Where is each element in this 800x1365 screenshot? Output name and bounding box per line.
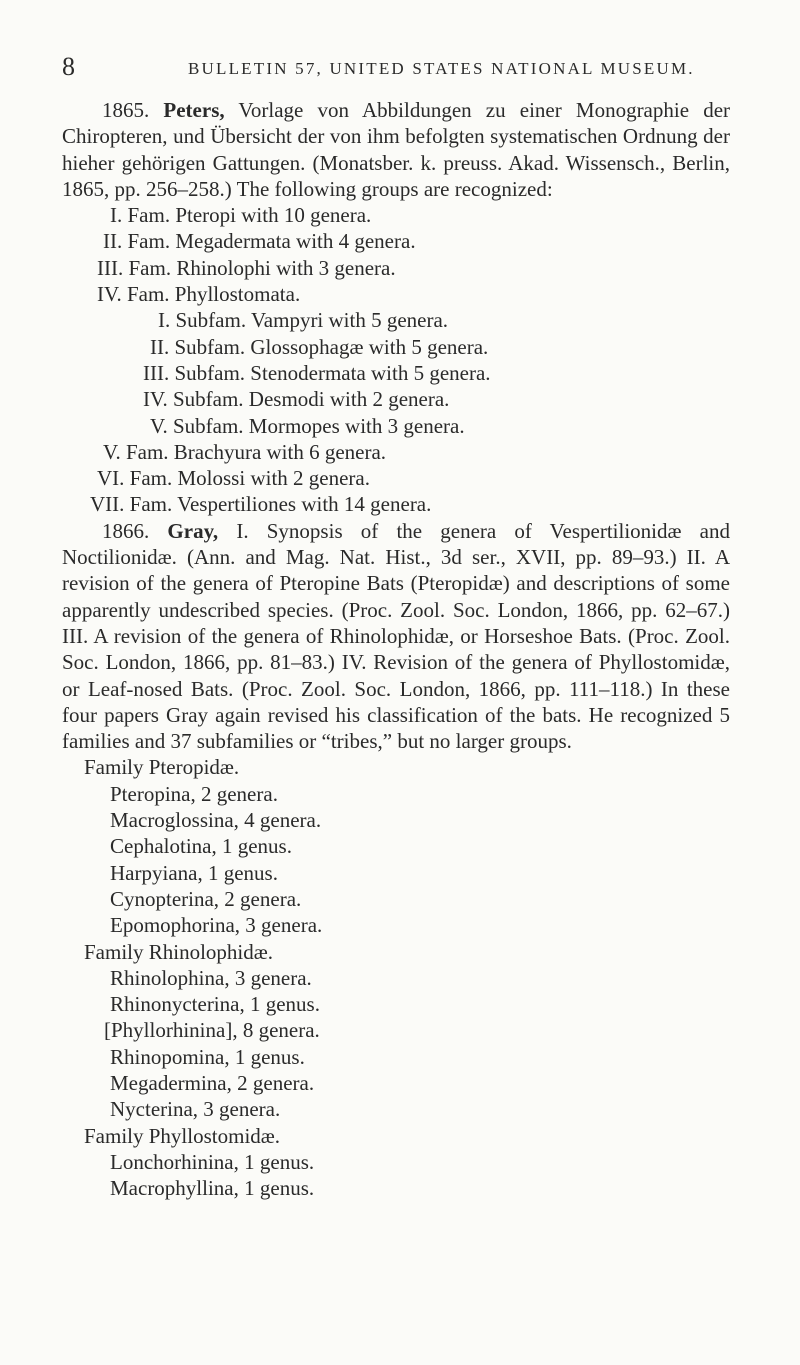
tribe-item: Rhinonycterina, 1 genus. <box>110 992 320 1017</box>
entry-1865-year: 1865. <box>102 98 150 122</box>
entry-1865-citation: Vorlage von Abbildungen zu einer Monographie der Chiropteren, und Übersicht der von ihm befolgten systematischen Ordnung der hieher gehörigen Gattungen. (Monatsber. k. preuss. Akad. Wissensch., Berlin, 1865, pp. 256–258.) The following groups are recognized: <box>62 98 731 201</box>
page-body <box>62 97 730 1201</box>
family-item: III. Fam. Rhinolophi with 3 genera. <box>97 255 396 280</box>
tribe-item: Macroglossina, 4 genera. <box>110 808 322 833</box>
tribe-item: Cynopterina, 2 genera. <box>110 886 302 911</box>
tribe-item: Macrophyllina, 1 genus. <box>110 1176 315 1201</box>
family-heading: Family Rhinolophidæ. <box>84 939 274 964</box>
tribe-item: Pteropina, 2 genera. <box>110 781 278 806</box>
subfamily-item: IV. Subfam. Desmodi with 2 genera. <box>143 387 450 412</box>
family-item: I. Fam. Pteropi with 10 genera. <box>110 203 372 228</box>
running-title: BULLETIN 57, UNITED STATES NATIONAL MUSEUM. <box>188 59 695 78</box>
entry-1865-author: Peters, <box>163 98 225 122</box>
tribe-item: [Phyllorhinina], 8 genera. <box>104 1018 320 1043</box>
tribe-item: Rhinolophina, 3 genera. <box>110 965 312 990</box>
subfamily-item: I. Subfam. Vampyri with 5 genera. <box>158 308 449 333</box>
tribe-item: Lonchorhinina, 1 genus. <box>110 1149 315 1174</box>
family-heading: Family Phyllostomidæ. <box>84 1123 281 1148</box>
tribe-item: Harpyiana, 1 genus. <box>110 860 278 885</box>
family-item: IV. Fam. Phyllostomata. <box>97 282 301 307</box>
page-number: 8 <box>62 52 75 81</box>
entry-1866-author: Gray, <box>167 518 219 543</box>
entry-1865-paragraph <box>62 97 730 202</box>
family-item: VI. Fam. Molossi with 2 genera. <box>97 466 370 491</box>
tribe-item: Megadermina, 2 genera. <box>110 1070 315 1095</box>
page-header <box>62 52 712 82</box>
family-item: V. Fam. Brachyura with 6 genera. <box>103 439 387 464</box>
tribe-item: Nycterina, 3 genera. <box>110 1097 281 1122</box>
entry-1866-text: I. Synopsis of the genera of Vespertilionidæ and Noctilionidæ. (Ann. and Mag. Nat. Hist., 3d ser., XVII, pp. 89–93.) II. A revision of the genera of Pteropine Bats (Pteropidæ) and descriptions of some apparently undescribed species. (Proc. Zool. Soc. London, 1866, pp. 62–67.) III. A revision of the genera of Rhinolophidæ, or Horseshoe Bats. (Proc. Zool. Soc. London, 1866, pp. 81–83.) IV. Revision of the genera of Phyllostomidæ, or Leaf-nosed Bats. (Proc. Zool. Soc. London, 1866, pp. 111–118.) In these four papers Gray again revised his classification of the bats. He recognized 5 families and 37 subfamilies or “tribes,” but no larger groups. <box>62 518 730 754</box>
subfamily-item: V. Subfam. Mormopes with 3 genera. <box>150 413 465 438</box>
tribe-item: Epomophorina, 3 genera. <box>110 913 323 938</box>
group-list-1866 <box>62 754 730 1201</box>
family-item: II. Fam. Megadermata with 4 genera. <box>103 229 416 254</box>
family-item: VII. Fam. Vespertiliones with 14 genera. <box>90 492 432 517</box>
entry-1866-year: 1866. <box>102 518 150 543</box>
tribe-item: Rhinopomina, 1 genus. <box>110 1044 305 1069</box>
tribe-item: Cephalotina, 1 genus. <box>110 834 292 859</box>
family-list-1865 <box>62 202 730 518</box>
family-heading: Family Pteropidæ. <box>84 755 240 780</box>
subfamily-item: II. Subfam. Glossophagæ with 5 genera. <box>150 334 489 359</box>
entry-1866-paragraph <box>62 518 730 755</box>
subfamily-item: III. Subfam. Stenodermata with 5 genera. <box>143 360 491 385</box>
